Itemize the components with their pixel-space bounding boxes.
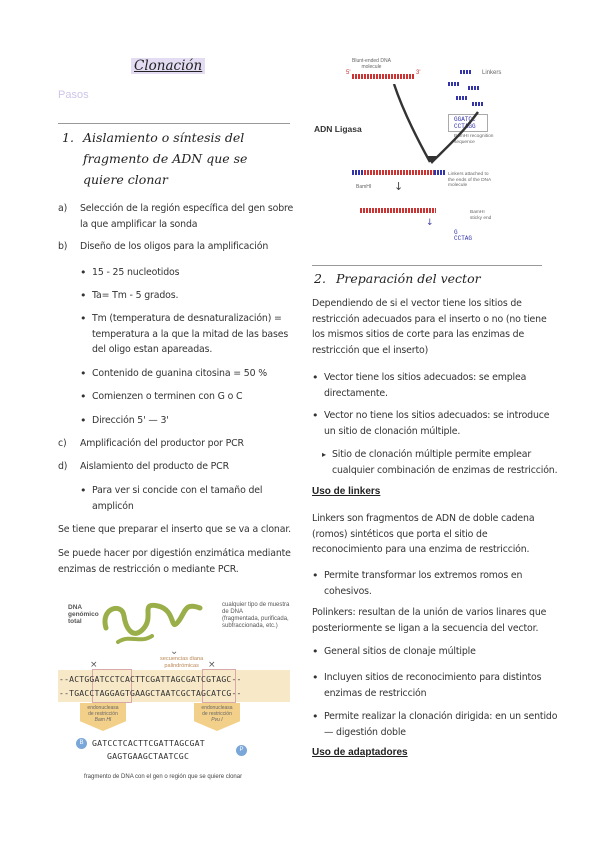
sample-label: cualquier tipo de muestra de DNA (fragmentada, purificada, subfraccionada, etc.): [222, 602, 290, 629]
linker-end: [352, 170, 364, 175]
fragment-b-marker: B: [76, 738, 87, 749]
linkers-title: Uso de linkers: [312, 486, 381, 497]
blunt-label: Blunt-ended DNA molecule: [352, 58, 391, 70]
paragraph: Polinkers: resultan de la unión de varios linares que posteriormente se ligan a la secuencia del vector.: [312, 607, 547, 634]
digested-molecule: [360, 208, 436, 213]
list-item: • Dirección 5' — 3': [92, 413, 169, 429]
list-item: • Vector tiene los sitios adecuados: se emplea directamente.: [324, 370, 526, 401]
sticky-label: BamHI sticky end: [470, 210, 492, 221]
linker-end: [434, 170, 446, 175]
list-item: • Ta= Tm - 5 grados.: [92, 288, 178, 304]
sticky-end: G CCTAG: [454, 229, 473, 242]
dna-molecule: [352, 74, 414, 79]
list-item: • Permite realizar la clonación dirigida: en un sentido — digestión doble: [324, 709, 557, 740]
paragraph: Se puede hacer por digestión enzimática mediante enzimas de restricción o mediante PCR.: [58, 548, 291, 575]
prime-label: 3': [416, 70, 421, 76]
list-item: • Permite transformar los extremos romos en cohesivos.: [324, 568, 522, 599]
item-d-label: d): [58, 461, 68, 472]
list-item: • Para ver si concide con el tamaño del amplicón: [92, 483, 262, 514]
adapters-title: Uso de adaptadores: [312, 747, 408, 758]
fragment-p-marker: P: [236, 745, 247, 756]
sequence-bottom: --TGACCTAGGAGTGAAGCTAATCGCTAGCATCG--: [59, 688, 242, 698]
item-c-label: c): [58, 438, 67, 449]
fragment-top: GATCCTCACTTCGATTAGCGAT: [92, 738, 205, 748]
paragraph: Se tiene que preparar el inserto que se va a clonar.: [58, 524, 291, 535]
enzyme-right: endonucleasa de restricción Pvu I: [201, 705, 233, 723]
cut-mark-icon: ×: [90, 660, 98, 670]
arrow-icon: ↓: [394, 180, 404, 193]
section-2-heading: Preparación del vector: [336, 271, 481, 286]
ligated-molecule: [364, 170, 434, 175]
section-1-number: 1.: [62, 130, 74, 145]
bamhi-label: BamHI: [356, 184, 372, 190]
list-item: • Comienzen o terminen con G o C: [92, 389, 242, 405]
divider: [312, 265, 542, 266]
site-caption: BamHI recognition sequence: [454, 134, 494, 145]
section-1-heading: Aislamiento o síntesis del fragmento de ADN que se quiere clonar: [83, 130, 248, 187]
paragraph: Dependiendo de si el vector tiene los sitios de restricción adecuados para el inserto o no (no tiene los mismos sitios de corte para las enzimas de restricción que el inserto): [312, 298, 547, 356]
ligase-label: ADN Ligasa: [314, 124, 362, 134]
item-b-text: Diseño de los oligos para la amplificación: [80, 241, 269, 252]
linker-figure: [312, 56, 542, 254]
enzyme-left: endonucleasa de restricción Bam HI: [87, 705, 119, 723]
divider: [58, 123, 290, 124]
page-title: Clonación: [131, 58, 205, 74]
dna-label: DNA genómico total: [68, 604, 99, 625]
page-subtitle: Pasos: [58, 89, 89, 101]
list-item: • Vector no tiene los sitios adecuados: se introduce un sitio de clonación múltiple.: [324, 408, 549, 439]
sequence-top: --ACTGGATCCTCACTTCGATTAGCGATCGTAGC--: [59, 674, 242, 684]
prime-label: 5': [346, 70, 351, 76]
linkers-label: Linkers: [482, 70, 502, 76]
figure-caption: fragmento de DNA con el gen o región que se quiere clonar: [84, 774, 243, 780]
arrow-icon: ↓: [426, 218, 434, 228]
item-d-text: Aislamiento del producto de PCR: [80, 461, 229, 472]
item-b-label: b): [58, 241, 68, 252]
ligation-arrows: [382, 84, 502, 166]
section-2-number: 2.: [314, 271, 326, 286]
linker-fragment: [460, 70, 472, 74]
paragraph: Linkers son fragmentos de ADN de doble cadena (romos) sintéticos que porta el sitio de reconocimiento para una enzima de restricción.: [312, 513, 535, 555]
fragment-bottom: GAGTGAAGCTAATCGC: [107, 751, 190, 761]
list-item: • Incluyen sitios de reconocimiento para distintos enzimas de restricción: [324, 670, 541, 701]
list-item: • General sitios de clonaje múltiple: [324, 644, 476, 660]
item-a-label: a): [58, 203, 68, 214]
item-c-text: Amplificación del productor por PCR: [80, 438, 244, 449]
sub-list-item: ▸ Sitio de clonación múltiple permite emplear cualquier combinación de enzimas de restricción.: [332, 447, 557, 478]
palindrome-label: secuencias diana palindrómicas: [160, 656, 204, 669]
list-item: • Contenido de guanina citosina = 50 %: [92, 366, 267, 382]
attached-label: Linkers attached to the ends of the DNA molecule: [448, 172, 492, 188]
cut-mark-icon: ×: [208, 660, 216, 670]
item-a-text: Selección de la región específica del gen sobre la que amplificar la sonda: [80, 203, 294, 230]
site-sequence: GGATCC CCTAGG: [454, 116, 476, 130]
arrow-icon: ⌄: [170, 646, 179, 657]
list-item: • Tm (temperatura de desnaturalización) = temperatura a la que la mitad de las bases del oligo estan apareadas.: [92, 311, 288, 358]
restriction-figure: [58, 594, 290, 804]
dna-strand-illustration: [100, 598, 210, 646]
list-item: • 15 - 25 nucleotidos: [92, 265, 179, 281]
